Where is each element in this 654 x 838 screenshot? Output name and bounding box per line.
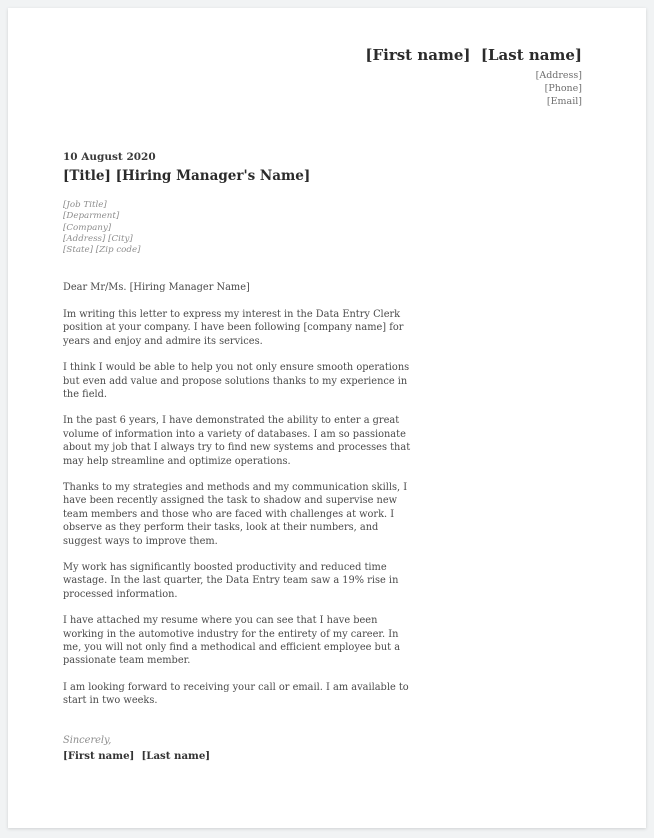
salutation: Dear Mr/Ms. [Hiring Manager Name] xyxy=(63,282,250,294)
paragraph-value-proposition: I think I would be able to help you not only ensure smooth operations but even add value and propose solutions thanks to my experience in the field. xyxy=(63,362,410,400)
sender-email: [Email] xyxy=(546,96,582,107)
paragraph-call-to-action: I am looking forward to receiving your call or email. I am available to start in two weeks. xyxy=(63,681,409,707)
recipient-company: [Company] xyxy=(63,222,112,233)
recipient-job-title: [Job Title] xyxy=(63,200,107,210)
recipient-address-block xyxy=(63,200,417,256)
recipient-address-city: [Address] [City] xyxy=(63,233,133,244)
paragraph-intro: Im writing this letter to express my interest in the Data Entry Clerk position at your company. I have been following [company name] for years and enjoy and admire its services. xyxy=(63,308,404,347)
sender-block xyxy=(8,46,646,108)
paragraph-resume: I have attached my resume where you can see that I have been working in the automotive industry for the entirety of my career. In me, you will not only find a methodical and efficient employee but a passionate team member. xyxy=(63,615,401,667)
signature-name: [First name] [Last name] xyxy=(63,749,211,762)
letter-body xyxy=(63,150,417,763)
sender-address: [Address] xyxy=(535,70,582,81)
paragraph-results: My work has significantly boosted productivity and reduced time wastage. In the last quarter, the Data Entry team saw a 19% rise in processed information. xyxy=(63,561,399,600)
closing-word: Sincerely, xyxy=(63,734,112,746)
letter-page xyxy=(8,8,646,828)
paragraph-skills: Thanks to my strategies and methods and my communication skills, I have been recently assigned the task to shadow and supervise new team members and those who are faced with challenges at work. I observe as they perform their tasks, look at their numbers, and suggest ways to improve them. xyxy=(63,481,408,547)
recipient-department: [Deparment] xyxy=(63,211,120,222)
closing-block xyxy=(63,734,417,763)
paragraph-experience: In the past 6 years, I have demonstrated the ability to enter a great volume of information into a variety of databases. I am so passionate about my job that I always try to find new systems and processes that may help streamline and optimize operations. xyxy=(63,415,411,467)
sender-phone: [Phone] xyxy=(544,83,582,94)
recipient-title: [Title] [Hiring Manager's Name] xyxy=(63,168,311,184)
letter-date: 10 August 2020 xyxy=(63,151,156,163)
recipient-state-zip: [State] [Zip code] xyxy=(63,245,141,256)
sender-name: [First name] [Last name] xyxy=(365,46,582,64)
